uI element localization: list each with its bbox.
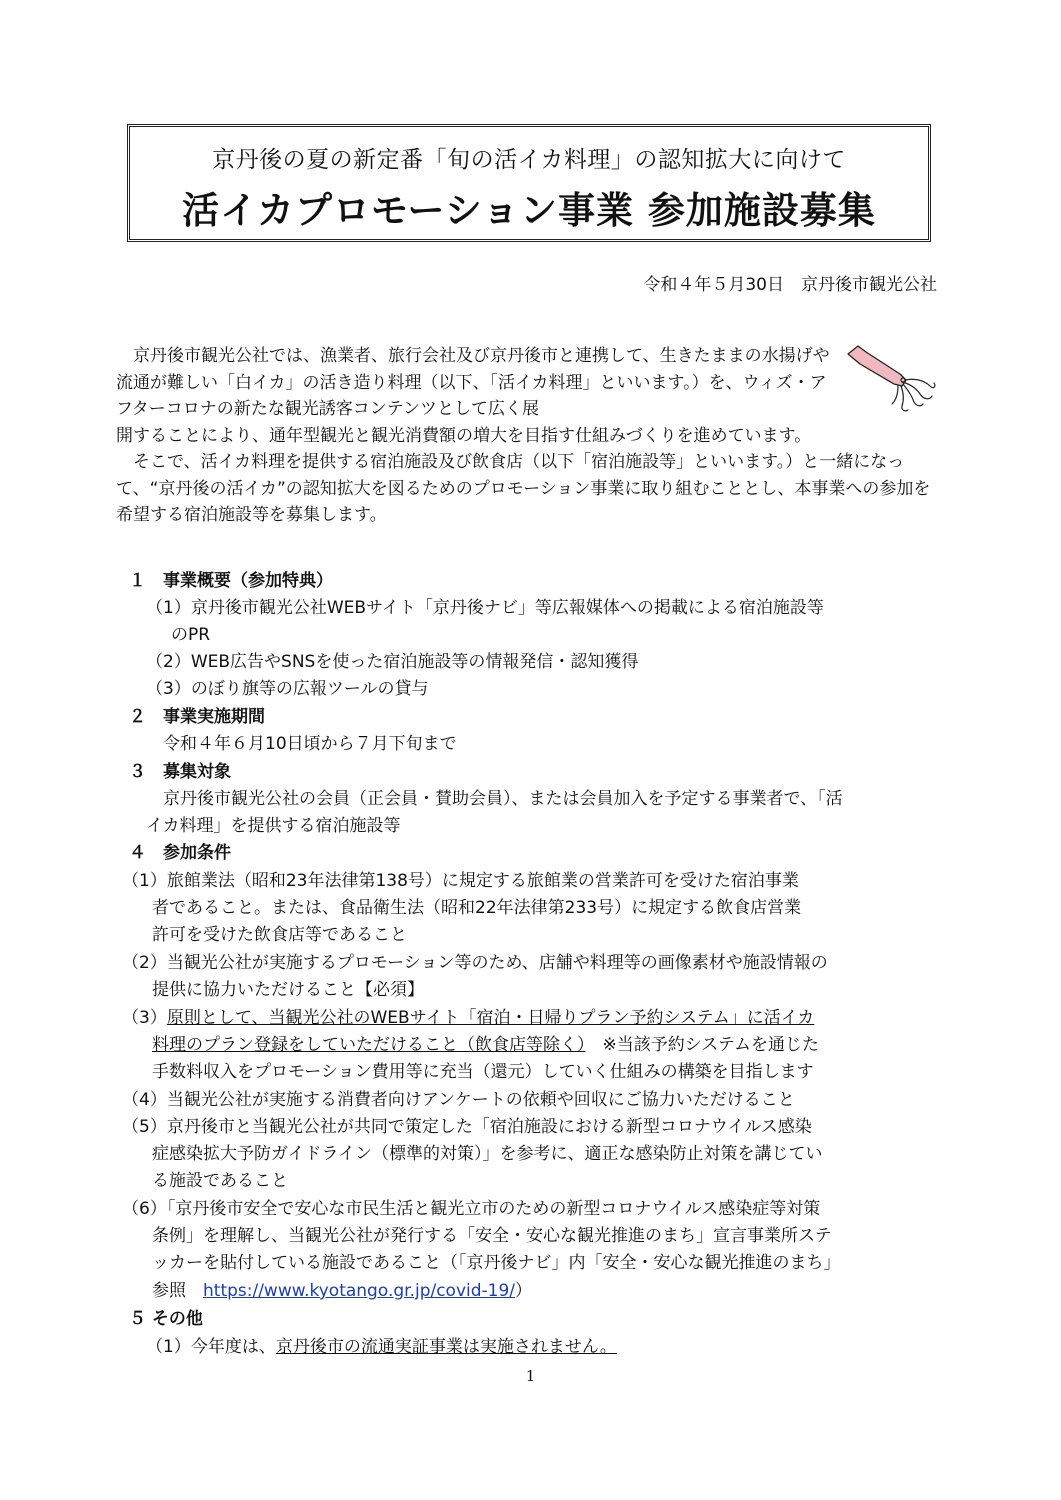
condition-2-line-2: 提供に協力いただけること【必須】: [152, 980, 424, 1000]
condition-5-line-3: る施設であること: [152, 1171, 288, 1191]
condition-3-note: ※当該予約システムを通じた: [585, 1035, 820, 1055]
condition-6-line-2: 条例」を理解し、当観光公社が発行する「安全・安心な観光推進のまち」宣言事業所ステ: [152, 1226, 832, 1246]
title-box: [127, 124, 931, 242]
intro-paragraph-1-cont: 開することにより、通年型観光と観光消費額の増大を目指す仕組みづくりを進めています。: [116, 425, 812, 446]
condition-3: [122, 1003, 814, 1028]
condition-4: （4）当観光公社が実施する消費者向けアンケートの依頼や回収にご協力いただけること: [122, 1090, 795, 1110]
condition-3-line-3: 手数料収入をプロモーション費用等に充当（還元）していく仕組みの構築を目指します: [152, 1062, 814, 1082]
page-subtitle: 京丹後の夏の新定番「旬の活イカ料理」の認知拡大に向けて: [212, 147, 846, 173]
section-1-item-3: （3）のぼり旗等の広報ツールの貸与: [146, 679, 429, 699]
reference-label: 参照: [152, 1281, 203, 1301]
section-3-heading: ３ 募集対象: [129, 762, 231, 782]
covid-info-link[interactable]: https://www.kyotango.gr.jp/covid-19/: [203, 1281, 516, 1301]
section-5-item-1-underlined: 京丹後市の流通実証事業は実施されません。: [275, 1337, 617, 1357]
section-2-heading: ２ 事業実施期間: [129, 707, 265, 727]
section-1-heading: １ 事業概要（参加特典）: [129, 571, 333, 591]
section-5-item-1: [146, 1332, 617, 1357]
intro-text: [116, 343, 946, 529]
condition-3-underlined: 原則として、当観光公社のWEBサイト「宿泊・日帰りプラン予約システム」に活イカ: [166, 1008, 815, 1028]
condition-3-line-2: [152, 1030, 819, 1055]
page-number: 1: [525, 1367, 536, 1385]
condition-6-line-4: [152, 1276, 532, 1301]
section-3-body: 京丹後市観光公社の会員（正会員・賛助会員）、または会員加入を予定する事業者で、「活: [163, 789, 843, 809]
section-1-item-1: （1）京丹後市観光公社WEBサイト「京丹後ナビ」等広報媒体への掲載による宿泊施設等: [146, 598, 824, 618]
intro-paragraph-2: そこで、活イカ料理を提供する宿泊施設及び飲食店（以下「宿泊施設等」といいます。）と一緒になって、“京丹後の活イカ”の認知拡大を図るためのプロモーション事業に取り組むこととし、本事業への参加を希望する宿泊施設等を募集します。: [116, 452, 931, 525]
reference-close: ）: [515, 1281, 533, 1301]
squid-icon: [846, 340, 938, 414]
condition-2: （2）当観光公社が実施するプロモーション等のため、店舗や料理等の画像素材や施設情報の: [122, 953, 828, 973]
page-title: 活イカプロモーション事業 参加施設募集: [182, 189, 876, 232]
section-2-body: 令和４年６月10日頃から７月下旬まで: [163, 734, 457, 754]
condition-5: （5）京丹後市と当観光公社が共同で策定した「宿泊施設における新型コロナウイルス感染: [122, 1117, 812, 1137]
condition-5-line-2: 症感染拡大予防ガイドライン（標準的対策）」を参考に、適正な感染防止対策を講じてい: [152, 1144, 823, 1164]
condition-1-line-3: 許可を受けた飲食店等であること: [152, 925, 407, 945]
section-1-item-1-cont: のPR: [171, 625, 211, 645]
section-1-item-2: （2）WEB広告やSNSを使った宿泊施設等の情報発信・認知獲得: [146, 652, 639, 672]
section-5-item-1-prefix: （1）今年度は、: [146, 1337, 276, 1357]
section-4-heading: ４ 参加条件: [129, 843, 231, 863]
section-3-body-cont: イカ料理」を提供する宿泊施設等: [146, 816, 401, 836]
section-5-heading: ５ その他: [129, 1309, 203, 1329]
condition-3-prefix: （3）: [122, 1008, 167, 1028]
intro-paragraph-1: 京丹後市観光公社では、漁業者、旅行会社及び京丹後市と連携して、生きたままの水揚げや流通が難しい「白イカ」の活き造り料理（以下、「活イカ料理」といいます。）を、ウィズ・アフターコロナの新たな観光誘客コンテンツとして広く展: [116, 346, 830, 419]
date-issuer: 令和４年５月30日 京丹後市観光公社: [643, 275, 937, 295]
condition-6: （6）「京丹後市安全で安心な市民生活と観光立市のための新型コロナウイルス感染症等対策: [122, 1199, 821, 1219]
condition-3-underlined-cont: 料理のプラン登録をしていただけること（飲食店等除く）: [152, 1035, 586, 1055]
condition-1: （1）旅館業法（昭和23年法律第138号）に規定する旅館業の営業許可を受けた宿泊事業: [122, 871, 799, 891]
condition-1-line-2: 者であること。または、食品衛生法（昭和22年法律第233号）に規定する飲食店営業: [152, 898, 802, 918]
condition-6-line-3: ッカーを貼付している施設であること（「京丹後ナビ」内「安全・安心な観光推進のまち」: [152, 1253, 841, 1273]
